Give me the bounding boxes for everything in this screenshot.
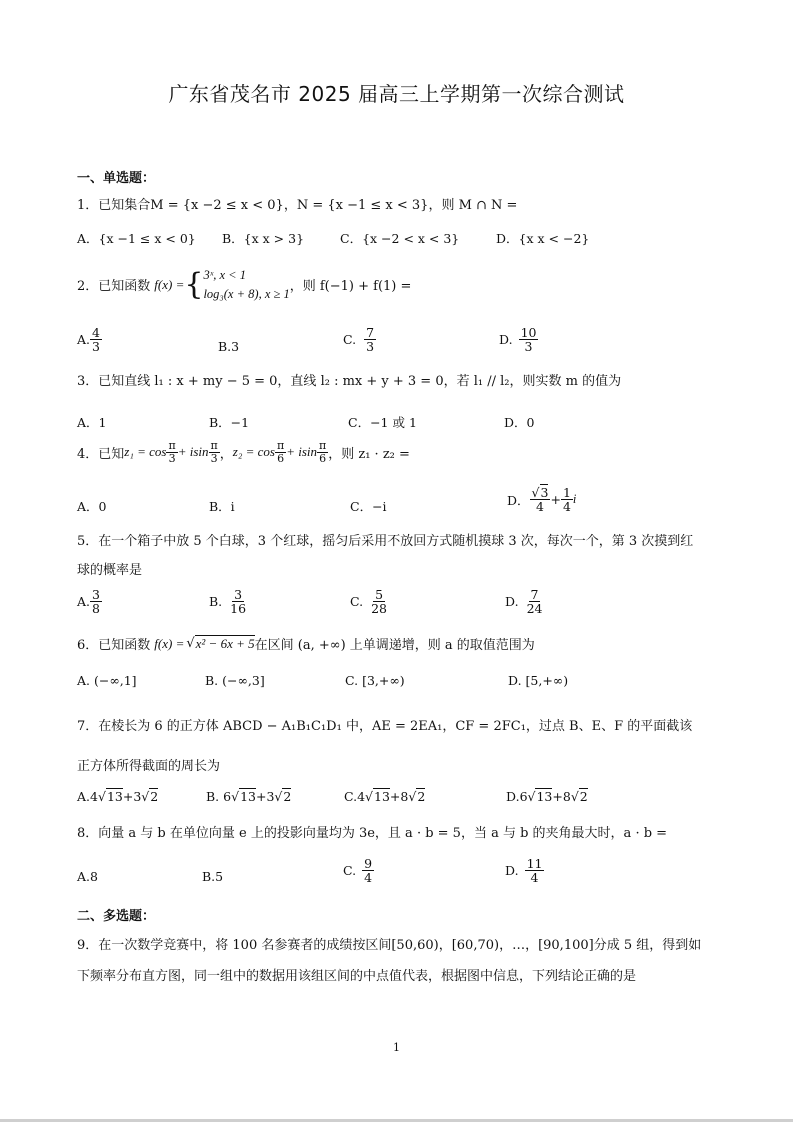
question-8-stem: 8．向量 a 与 b 在单位向量 e 上的投影向量均为 3e，且 a · b = 5，当 a 与 b 的夹角最大时，a · b =: [77, 826, 668, 841]
question-3-option-a: A．1: [77, 415, 107, 430]
question-2-tail: ，则 f(−1) + f(1) =: [289, 279, 412, 295]
option-label: A.: [77, 789, 91, 804]
option-label: D.: [506, 789, 520, 804]
coefficient: 6: [223, 789, 232, 804]
radicand: 2: [150, 789, 159, 804]
radicand: 13: [374, 789, 390, 804]
numerator: 3: [92, 587, 100, 602]
denominator: 24: [526, 601, 543, 617]
question-8-option-b: B.5: [202, 869, 224, 884]
question-4-option-d: [507, 486, 576, 513]
question-4-tail: ，则 z₁ · z₂ =: [328, 446, 410, 462]
option-label: D.: [505, 594, 519, 610]
option-label: D．: [507, 492, 530, 508]
denominator: 4: [530, 870, 539, 886]
question-4-number: 4．已知: [77, 446, 125, 462]
question-1-option-c: C．{x −2 < x < 3}: [340, 231, 460, 246]
numerator: 10: [520, 325, 537, 340]
fraction: [228, 588, 248, 615]
fraction: [209, 440, 220, 464]
option-label: B.: [206, 789, 220, 804]
question-6-tail: 在区间 (a, +∞) 上单调递增，则 a 的取值范围为: [254, 638, 535, 653]
piecewise-case-2: log₃(x + 8), x ≥ 1: [203, 286, 290, 301]
question-6-option-b: B. (−∞,3]: [205, 673, 265, 688]
numerator: 3: [234, 587, 243, 602]
radicand: 2: [579, 789, 588, 804]
fraction: [525, 857, 545, 884]
fraction: [317, 440, 328, 464]
option-label: B.: [209, 594, 223, 610]
denominator: 28: [371, 601, 387, 617]
question-7-option-a: A.4√13+3√2: [77, 789, 159, 804]
numerator: 7: [530, 587, 539, 602]
plus: +: [389, 789, 401, 804]
option-label: A.: [77, 332, 91, 348]
radicand: 2: [283, 789, 292, 804]
radicand: x² − 6x + 5: [195, 636, 255, 651]
question-9-line-1: 9．在一次数学竞赛中，将 100 名参赛者的成绩按区间[50,60)，[60,70)，…，[90,100]分成 5 组，得到如: [77, 938, 702, 953]
z2-sin: + isin: [286, 444, 317, 460]
fraction: [525, 588, 545, 615]
numerator: √3: [531, 485, 549, 500]
plus: +: [255, 789, 267, 804]
question-4-stem: [77, 440, 410, 464]
fraction: [90, 588, 102, 615]
section-heading-multi-choice: 二、多选题：: [77, 909, 156, 924]
radicand: 13: [106, 789, 123, 804]
piecewise-case-1: 3ˣ, x < 1: [203, 268, 246, 282]
coefficient: 3: [133, 789, 142, 804]
question-2-function: f(x) =: [154, 276, 185, 292]
page-title: 广东省茂名市 2025 届高三上学期第一次综合测试: [168, 82, 625, 106]
option-label: C.: [350, 594, 364, 610]
fraction: [561, 486, 573, 513]
question-1-stem: 1．已知集合M = {x −2 ≤ x < 0}，N = {x −1 ≤ x < 3}，则 M ∩ N =: [77, 198, 518, 213]
denominator: 4: [536, 499, 544, 515]
option-label: C.: [344, 789, 358, 804]
question-6-function: f(x) =: [154, 635, 185, 651]
question-7-line-2: 正方体所得截面的周长为: [77, 759, 221, 774]
fraction: [364, 326, 376, 353]
coefficient: 4: [357, 789, 366, 804]
numerator: π: [276, 439, 285, 452]
piecewise-brace: {: [184, 267, 204, 303]
piecewise-cases: [203, 266, 289, 304]
denominator: 4: [562, 499, 571, 515]
question-7-option-b: B. 6√13+3√2: [206, 789, 292, 804]
coefficient: 4: [90, 789, 98, 804]
question-6-number: 6．已知函数: [77, 638, 151, 653]
question-5-option-b: [209, 588, 248, 615]
plus: +: [550, 492, 561, 508]
denominator: 3: [524, 339, 533, 355]
question-1-option-a: A．{x −1 ≤ x < 0}: [77, 231, 196, 246]
numerator: 5: [375, 587, 384, 602]
option-label: C.: [343, 332, 357, 348]
question-7-option-d: D.6√13+8√2: [506, 789, 588, 804]
coefficient: 8: [400, 789, 409, 804]
radicand: 13: [536, 789, 553, 804]
question-5-option-d: [505, 588, 544, 615]
question-3-stem: 3．已知直线 l₁ : x + my − 5 = 0，直线 l₂ : mx + y + 3 = 0，若 l₁ // l₂，则实数 m 的值为: [77, 374, 622, 389]
numerator: π: [168, 439, 176, 452]
numerator: 7: [366, 325, 375, 340]
coefficient: 8: [562, 789, 571, 804]
denominator: 6: [319, 451, 327, 465]
radicand: 13: [240, 789, 256, 804]
question-6-stem: [77, 634, 535, 653]
question-4-option-b: B．i: [209, 499, 235, 514]
option-label: D.: [505, 863, 519, 879]
separator: ，: [219, 446, 233, 462]
question-1-option-d: D．{x x < −2}: [496, 231, 590, 246]
option-label: D.: [499, 332, 513, 348]
question-5-option-a: [77, 588, 102, 615]
fraction: [519, 326, 539, 353]
question-2-stem: [77, 266, 411, 304]
denominator: 3: [92, 339, 100, 355]
imaginary-unit: i: [572, 492, 577, 507]
question-1-option-b: B．{x x > 3}: [222, 231, 305, 246]
plus: +: [552, 789, 563, 804]
denominator: 8: [92, 601, 100, 617]
question-3-option-c: C．−1 或 1: [348, 415, 417, 430]
denominator: 3: [210, 451, 218, 465]
question-2-number: 2．已知函数: [77, 279, 151, 295]
denominator: 4: [364, 870, 373, 886]
question-2-option-d: [499, 326, 538, 353]
z2-cos: z₂ = cos: [232, 444, 275, 460]
radicand: 3: [540, 485, 549, 500]
fraction: [530, 486, 551, 513]
numerator: π: [210, 439, 218, 452]
question-3-option-d: D．0: [504, 415, 535, 430]
option-label: C.: [343, 863, 357, 879]
denominator: 3: [168, 451, 176, 465]
question-3-option-b: B．−1: [209, 415, 250, 430]
question-4-option-a: A．0: [77, 499, 107, 514]
plus: +: [122, 789, 134, 804]
question-6-option-d: D. [5,+∞): [508, 673, 569, 688]
question-8-option-d: [505, 857, 544, 884]
question-6-option-c: C. [3,+∞): [345, 673, 405, 688]
question-8-option-a: A.8: [77, 869, 98, 884]
question-7-line-1: 7．在棱长为 6 的正方体 ABCD − A₁B₁C₁D₁ 中，AE = 2EA₁，CF = 2FC₁，过点 B、E、F 的平面截该: [77, 719, 693, 734]
question-7-option-c: C.4√13+8√2: [344, 789, 426, 804]
fraction: [362, 857, 374, 884]
denominator: 3: [366, 339, 375, 355]
question-5-line-1: 5．在一个箱子中放 5 个白球，3 个红球，摇匀后采用不放回方式随机摸球 3 次，每次一个，第 3 次摸到红: [77, 534, 694, 549]
fraction: [90, 326, 102, 353]
numerator: π: [319, 439, 327, 452]
fraction: [275, 440, 286, 464]
question-2-option-c: [343, 326, 376, 353]
option-label: A.: [77, 594, 91, 610]
question-4-option-c: C．−i: [350, 499, 387, 514]
question-8-option-c: [343, 857, 374, 884]
numerator: 1: [562, 485, 571, 500]
question-9-line-2: 下频率分布直方图，同一组中的数据用该组区间的中点值代表，根据图中信息，下列结论正确的是: [77, 969, 637, 984]
fraction: [369, 588, 389, 615]
section-heading-single-choice: 一、单选题：: [77, 171, 156, 186]
question-6-option-a: A. (−∞,1]: [77, 673, 137, 688]
coefficient: 6: [519, 789, 528, 804]
numerator: 9: [364, 856, 373, 871]
question-5-option-c: [350, 588, 389, 615]
sqrt-sign: √: [186, 636, 195, 651]
numerator: 11: [526, 856, 543, 871]
fraction: [166, 440, 177, 464]
question-2-option-a: [77, 326, 102, 353]
question-2-option-b: B.3: [218, 339, 240, 354]
coefficient: 3: [266, 789, 275, 804]
page-number: 1: [393, 1041, 400, 1054]
numerator: 4: [92, 325, 100, 340]
denominator: 16: [230, 601, 247, 617]
z1-sin: + isin: [177, 444, 209, 460]
z1-cos: z₁ = cos: [124, 444, 167, 460]
denominator: 6: [277, 451, 285, 465]
radicand: 2: [417, 789, 426, 804]
question-5-line-2: 球的概率是: [77, 563, 143, 578]
